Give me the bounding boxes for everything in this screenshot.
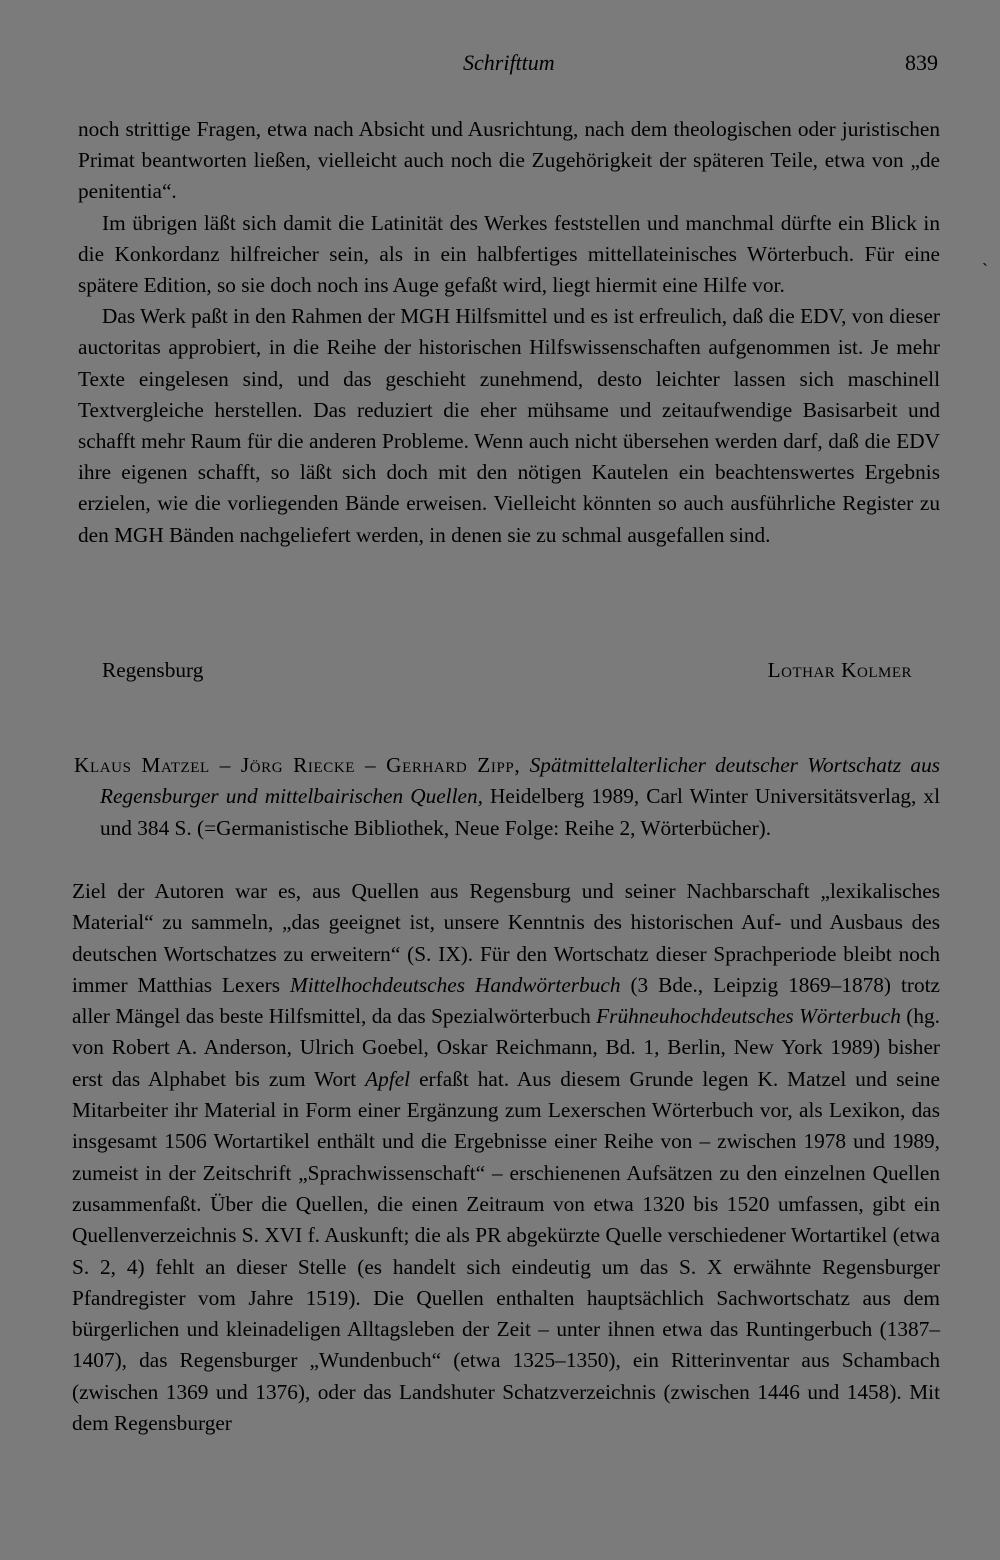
text-run: (3 Bde., Leipzig 1869–1878) trotz aller Mängel das beste Hilfsmittel, da das Spezialwörterbuch [72,972,940,1029]
running-head-title: Schrifttum [463,50,555,75]
book-title: Spätmittelalterlicher deutscher Wortschatz aus Regensburger und mittelbairischen Quellen, [100,753,941,809]
paragraph: Das Werk paßt in den Rahmen der MGH Hilfsmittel und es ist erfreulich, daß die EDV, von dieser auctoritas approbiert, in die Reihe der historischen Hilfswissenschaften aufgenommen ist. Je mehr Texte eingelesen sind, und das geschieht zunehmend, desto leichter lassen sich maschinell Textvergleiche herstellen. Das reduziert die eher mühsame und zeitaufwendige Basisarbeit und schafft mehr Raum für die anderen Probleme. Wenn auch nicht übersehen werden darf, daß die EDV ihre eigenen schafft, so läßt sich doch mit den nötigen Kautelen ein beachtenswertes Ergebnis erzielen, wie die vorliegenden Bände erweisen. Vielleicht könnten so auch ausführliche Register zu den MGH Bänden nachgeliefert werden, in denen sie zu schmal ausgefallen sind. [78,304,940,547]
running-head [0,44,1000,78]
cited-title: Frühneuhochdeutsches Wörterbuch [596,1004,901,1029]
review-body [72,876,940,1439]
review-lexicon-continuation [78,114,940,551]
paragraph: Im übrigen läßt sich damit die Latinität des Werkes feststellen und manchmal dürfte ein Blick in die Konkordanz hilfreicher sein, als in ein halbfertiges mittellateinisches Wörterbuch. Für eine spätere Edition, so sie doch noch ins Auge gefaßt wird, liegt hiermit eine Hilfe vor. [78,210,940,298]
margin-mark: ˏ [982,246,988,266]
cited-title: Mittelhochdeutsches Handwörterbuch [289,972,621,997]
text-run: erfaßt hat. Aus diesem Grunde legen K. Matzel und seine Mitarbeiter ihr Material in Form einer Ergänzung zum Lexerschen Wörterbuch vor, als Lexikon, das insgesamt 1506 Wortartikel enthält und die Ergebnisse einer Reihe von – zwischen 1978 und 1989, zumeist in der Zeitschrift „Sprachwissenschaft“ – erschienenen Aufsätzen zu den einzelnen Quellen zusammenfaßt. Über die Quellen, die einen Zeitraum von etwa 1320 bis 1520 umfassen, gibt ein Quellenverzeichnis S. XVI f. Auskunft; die als PR abgekürzte Quelle verschiedener Wortartikel (etwa S. 2, 4) fehlt an dieser Stelle (es handelt sich eindeutig um das S. X erwähnte Regensburger Pfandregister vom Jahre 1519). Die Quellen enthalten hauptsächlich Sachwortschatz aus dem bürgerlichen und kleinadeligen Alltagsleben der Zeit – unter ihnen etwa das Runtingerbuch (1387–1407), das Regensburger „Wundenbuch“ (etwa 1325–1350), ein Ritterinventar aus Schambach (zwischen 1369 und 1376), oder das Landshuter Schatzverzeichnis (zwischen 1446 und 1458). Mit dem Regensburger [72,1066,940,1436]
paragraph [72,876,940,1439]
bibliographic-citation [74,750,940,844]
bibliographic-entry [74,750,940,844]
publication-details: Heidelberg 1989, Carl Winter Universitätsverlag, xl und 384 S. (=Germanistische Bibliothek, Neue Folge: Reihe 2, Wörterbücher). [100,784,941,840]
page-number: 839 [905,50,938,75]
text-run: (hg. von Robert A. Anderson, Ulrich Goebel, Oskar Reichmann, Bd. 1, Berlin, New York 1989) bisher erst das Alphabet bis zum Wort [72,1004,941,1091]
paragraph: noch strittige Fragen, etwa nach Absicht und Ausrichtung, nach dem theologischen oder juristischen Primat beantworten ließen, vielleicht auch noch die Zugehörigkeit der späteren Teile, etwa von „de penitentia“. [78,117,940,204]
text-run: Ziel der Autoren war es, aus Quellen aus Regensburg und seiner Nachbarschaft „lexikalisches Material“ zu sammeln, „das geeignet ist, unsere Kenntnis des historischen Auf- und Ausbaus des deutschen Wortschatzes zu erweitern“ (S. IX). Für den Wortschatz dieser Sprachperiode bleibt noch immer Matthias Lexers [72,879,940,997]
signature-place: Regensburg [102,658,204,682]
reviewer-name: Lothar Kolmer [767,658,912,682]
cited-word: Apfel [365,1066,411,1091]
book-authors: Klaus Matzel – Jörg Riecke – Gerhard Zipp, [74,753,521,777]
